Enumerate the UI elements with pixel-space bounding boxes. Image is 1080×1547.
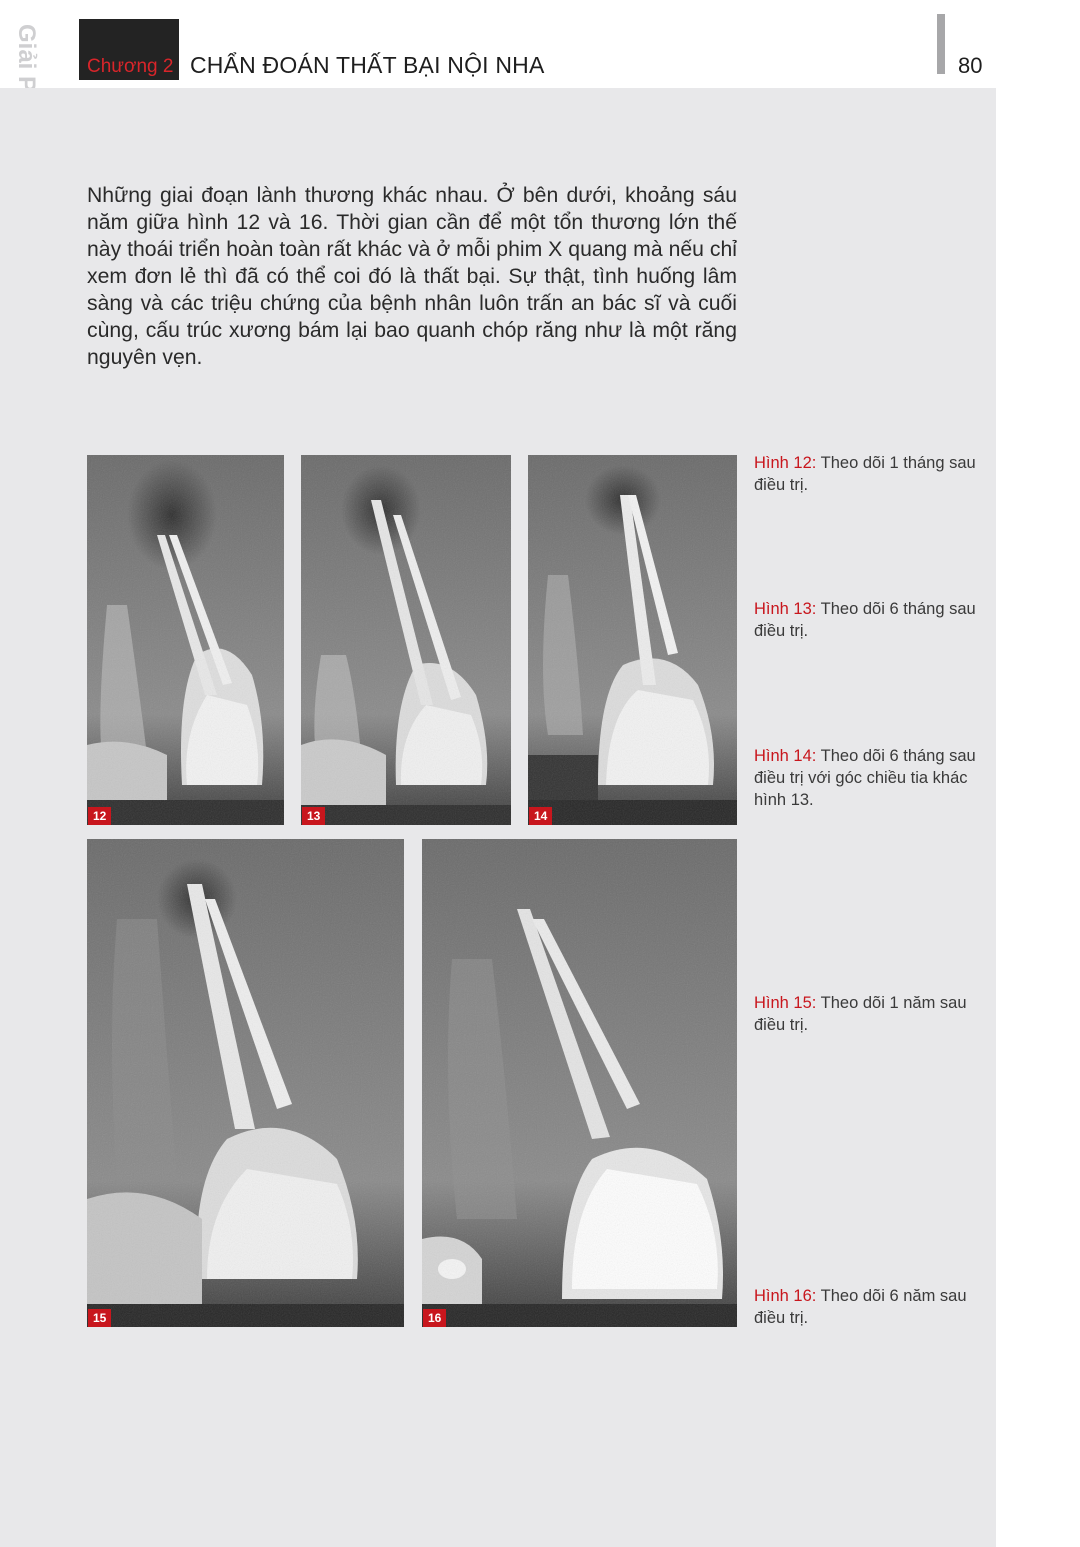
figure-number-tag: 14 [529,807,552,825]
figure-number-tag: 16 [423,1309,446,1327]
figure-caption-16 [754,1285,998,1329]
caption-text: Theo dõi 1 năm sau điều trị. [754,994,967,1034]
xray-figure-15 [87,839,404,1327]
page-number: 80 [958,53,983,78]
figure-caption-14 [754,745,998,811]
xray-image [87,839,404,1327]
xray-image [87,455,284,825]
caption-text: Theo dõi 6 tháng sau điều trị. [754,600,976,640]
caption-text: Theo dõi 1 tháng sau điều trị. [754,454,976,494]
xray-image [422,839,737,1327]
caption-label: Hình 13: [754,600,817,618]
caption-label: Hình 15: [754,994,817,1012]
figure-number-tag: 12 [88,807,111,825]
caption-text: Theo dõi 6 tháng sau điều trị với góc chiều tia khác hình 13. [754,747,976,809]
figure-number-tag: 13 [302,807,325,825]
xray-figure-13 [301,455,511,825]
xray-image [528,455,737,825]
figure-caption-15 [754,992,998,1036]
xray-figure-16 [422,839,737,1327]
page-number-bar [937,14,945,74]
figure-number-tag: 15 [88,1309,111,1327]
caption-text: Theo dõi 6 năm sau điều trị. [754,1287,967,1327]
figure-caption-13 [754,598,998,642]
caption-label: Hình 16: [754,1287,817,1305]
caption-label: Hình 14: [754,747,817,765]
xray-image [301,455,511,825]
xray-figure-12 [87,455,284,825]
body-paragraph: Những giai đoạn lành thương khác nhau. Ở bên dưới, khoảng sáu năm giữa hình 12 và 16. Thời gian cần để một tổn thương lớn thế này thoái triển hoàn toàn rất khác và ở mỗi phim X quang mà nếu chỉ xem đơn lẻ thì đã có thể coi đó là thất bại. Sự thật, tình huống lâm sàng và các triệu chứng của bệnh nhân luôn trấn an bác sĩ và cuối cùng, cấu trúc xương bám lại bao quanh chóp răng như là một răng nguyên vẹn. [87,184,737,369]
chapter-label: Chương 2 [87,56,174,77]
page-title: CHẨN ĐOÁN THẤT BẠI NỘI NHA [190,52,545,78]
xray-figure-14 [528,455,737,825]
figure-caption-12 [754,452,998,496]
caption-label: Hình 12: [754,454,817,472]
